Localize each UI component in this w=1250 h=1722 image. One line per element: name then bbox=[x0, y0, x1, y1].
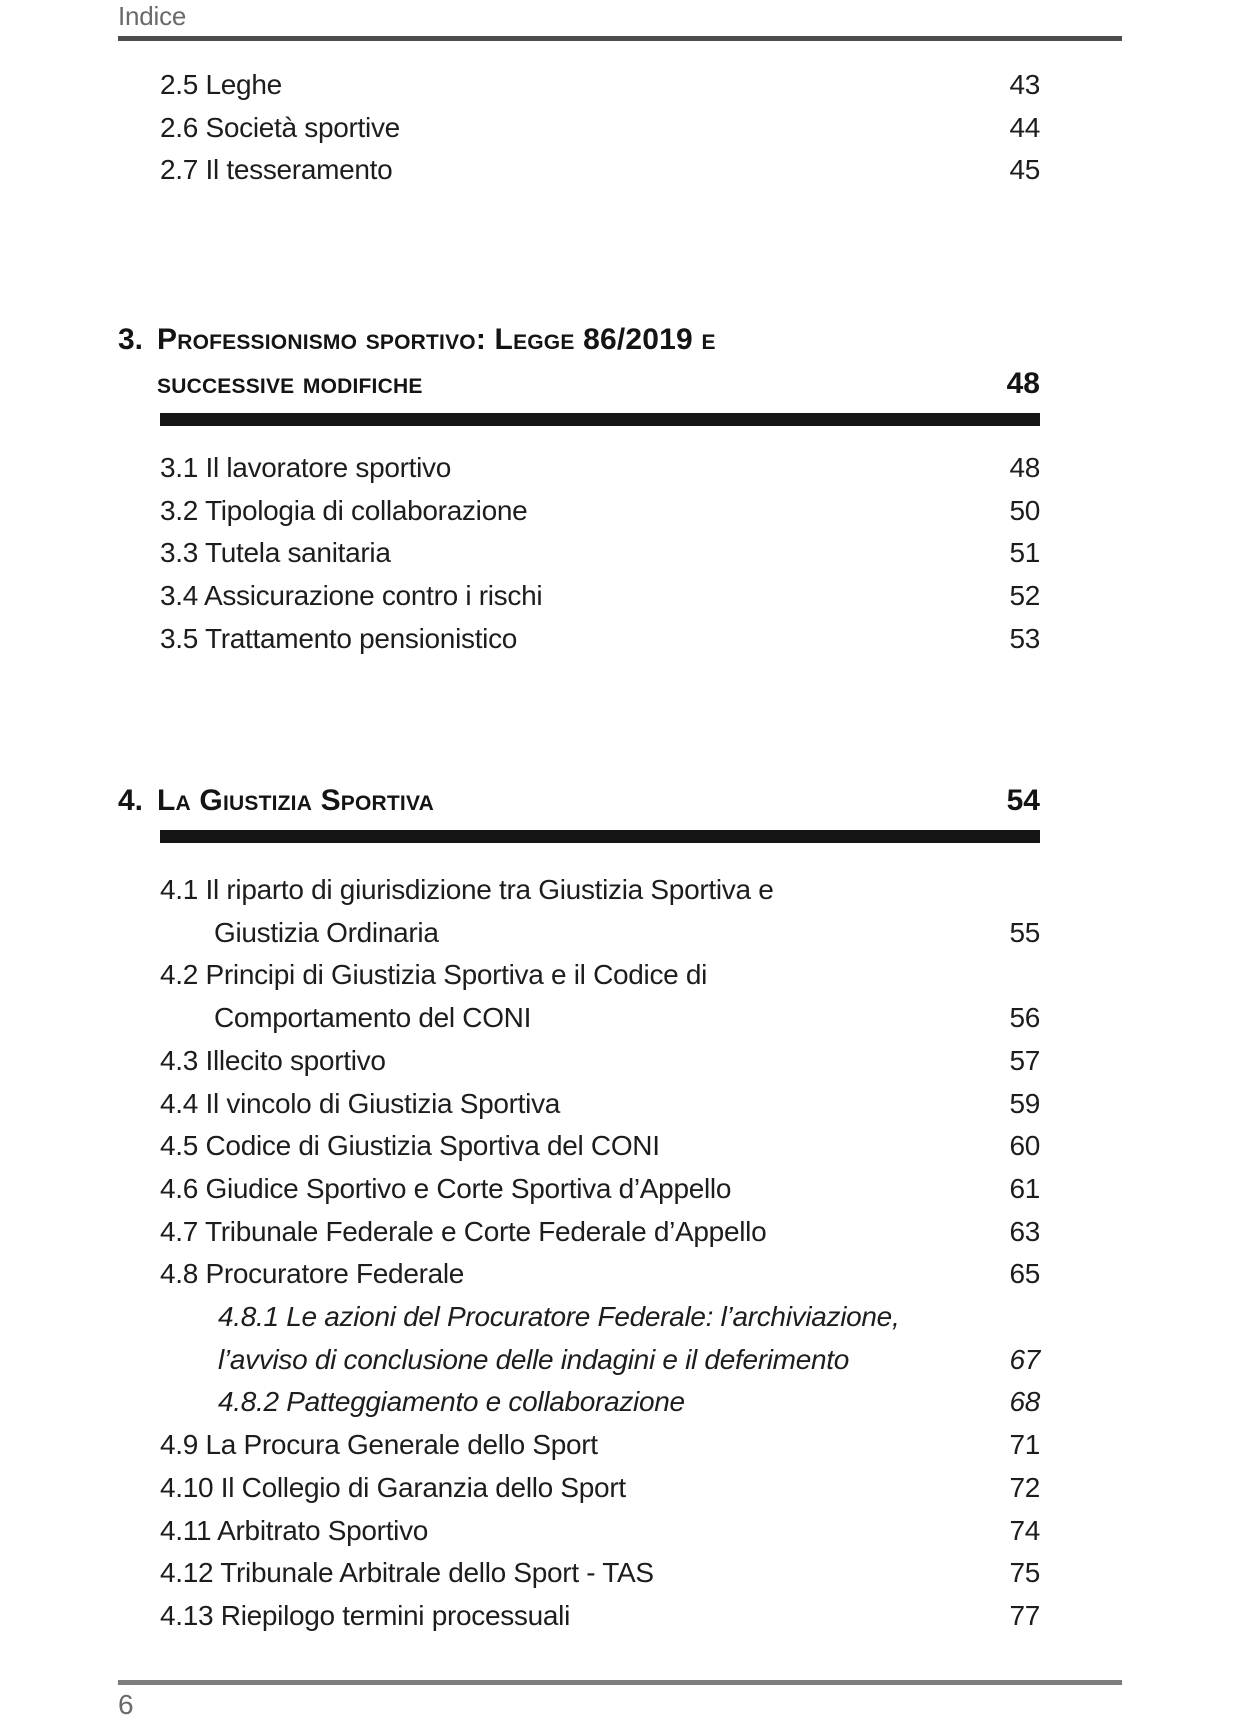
toc-section-heading bbox=[118, 318, 1040, 406]
toc-entry-line: 4.4 Il vincolo di Giustizia Sportiva bbox=[160, 1087, 561, 1119]
footer-rule bbox=[118, 1680, 1122, 1685]
section-rule bbox=[160, 413, 1040, 426]
toc-entry bbox=[118, 1510, 1040, 1553]
toc-section-title bbox=[157, 318, 995, 406]
toc-entry-page-number: 74 bbox=[1009, 1514, 1040, 1546]
section-rule bbox=[160, 830, 1040, 843]
toc-entry bbox=[118, 1296, 1040, 1381]
toc-section-entries bbox=[118, 869, 1040, 1638]
toc-entry-line: 4.5 Codice di Giustizia Sportiva del CONI bbox=[160, 1130, 660, 1162]
toc-entry-page-number: 43 bbox=[1009, 69, 1040, 100]
toc-entry-page-number: 57 bbox=[1009, 1044, 1040, 1076]
page-header-title: Indice bbox=[118, 1, 187, 31]
toc-entry bbox=[118, 1168, 1040, 1211]
toc-entry-lines bbox=[160, 1467, 986, 1510]
toc-entry-page-number: 65 bbox=[1009, 1258, 1040, 1290]
toc-section-heading bbox=[118, 779, 1040, 823]
toc-entry-lines bbox=[160, 1424, 986, 1467]
toc-entry-line: 4.2 Principi di Giustizia Sportiva e il Codice di bbox=[160, 959, 708, 991]
toc-entry-lines bbox=[160, 532, 986, 575]
toc-entry bbox=[118, 1467, 1040, 1510]
toc-section-3 bbox=[118, 318, 1040, 661]
toc-entry-page-number: 60 bbox=[1009, 1130, 1040, 1162]
toc-entry-page-number: 61 bbox=[1009, 1172, 1040, 1204]
footer-page-number: 6 bbox=[118, 1689, 134, 1720]
toc-entry bbox=[118, 1083, 1040, 1126]
toc-entry-line: 4.7 Tribunale Federale e Corte Federale d’Appello bbox=[160, 1215, 767, 1247]
toc-entry-line: 2.6 Società sportive bbox=[160, 111, 400, 143]
toc-entry bbox=[118, 618, 1040, 661]
toc-entry bbox=[118, 107, 1040, 150]
toc-intro-entries bbox=[118, 64, 1040, 192]
toc-entry-line: 4.1 Il riparto di giurisdizione tra Giustizia Sportiva e bbox=[160, 874, 774, 905]
toc-entry-lines bbox=[160, 1211, 986, 1254]
toc-entry-lines bbox=[218, 1296, 986, 1381]
toc-entry-line: 4.8.2 Patteggiamento e collaborazione bbox=[218, 1386, 685, 1418]
toc-section-title-line: successive modifiche bbox=[157, 367, 423, 400]
toc-entry-line: 3.2 Tipologia di collaborazione bbox=[160, 494, 528, 526]
toc-entry-page-number: 68 bbox=[1009, 1386, 1040, 1418]
toc-entry-page-number: 52 bbox=[1009, 580, 1040, 612]
toc-entry-page-number: 71 bbox=[1009, 1429, 1040, 1461]
toc-entry-lines bbox=[160, 954, 986, 1039]
toc-entry-lines bbox=[160, 575, 986, 618]
toc-entry-lines bbox=[160, 869, 986, 954]
toc-entry bbox=[118, 954, 1040, 1039]
toc-entry-lines bbox=[160, 447, 986, 490]
toc-entry-line: 4.8.1 Le azioni del Procuratore Federale: l’archiviazione, bbox=[218, 1301, 900, 1333]
toc-entry-line: 3.3 Tutela sanitaria bbox=[160, 537, 391, 569]
toc-entry-page-number: 44 bbox=[1009, 111, 1040, 143]
toc-entry-page-number: 56 bbox=[1009, 1002, 1040, 1034]
toc-section-title-line: Professionismo sportivo: Legge 86/2019 e bbox=[157, 323, 716, 356]
toc-entry bbox=[118, 1381, 1040, 1424]
toc-entry-line: 4.10 Il Collegio di Garanzia dello Sport bbox=[160, 1471, 626, 1503]
toc-entry bbox=[118, 1595, 1040, 1638]
toc-section-title bbox=[157, 779, 995, 823]
toc-entry-line: 3.1 Il lavoratore sportivo bbox=[160, 452, 452, 483]
toc-entry bbox=[118, 149, 1040, 192]
toc-entry-lines bbox=[160, 1168, 986, 1211]
toc-entry-line: 3.4 Assicurazione contro i rischi bbox=[160, 580, 543, 612]
toc-entry-line: 4.3 Illecito sportivo bbox=[160, 1044, 386, 1076]
toc-entry-lines bbox=[160, 1083, 986, 1126]
toc-entry-lines bbox=[160, 1040, 986, 1083]
toc-entry-page-number: 72 bbox=[1009, 1471, 1040, 1503]
header-rule bbox=[118, 36, 1122, 41]
toc-entry-line: Giustizia Ordinaria bbox=[214, 916, 439, 948]
toc-entry-line: 4.6 Giudice Sportivo e Corte Sportiva d’Appello bbox=[160, 1172, 732, 1204]
toc-section-entries bbox=[118, 447, 1040, 661]
toc-entry-line: Comportamento del CONI bbox=[214, 1002, 532, 1034]
toc-entry-lines bbox=[160, 490, 986, 533]
toc-entry bbox=[118, 869, 1040, 954]
toc-entry bbox=[118, 575, 1040, 618]
toc-entry bbox=[118, 1552, 1040, 1595]
toc-entry bbox=[118, 1125, 1040, 1168]
toc-entry-line: 3.5 Trattamento pensionistico bbox=[160, 622, 518, 654]
toc-section-page-number: 48 bbox=[1006, 367, 1040, 400]
toc-section-number: 3. bbox=[118, 323, 144, 356]
toc-entry-page-number: 48 bbox=[1009, 452, 1040, 483]
toc-entry-lines bbox=[160, 64, 986, 107]
toc-entry bbox=[118, 1424, 1040, 1467]
toc-entry-line: l’avviso di conclusione delle indagini e il deferimento bbox=[218, 1343, 849, 1375]
toc-entry-page-number: 63 bbox=[1009, 1215, 1040, 1247]
toc-entry-page-number: 75 bbox=[1009, 1557, 1040, 1589]
toc-entry-page-number: 59 bbox=[1009, 1087, 1040, 1119]
toc-entry-lines bbox=[160, 1510, 986, 1553]
toc-entry-lines bbox=[160, 1595, 986, 1638]
toc-entry bbox=[118, 490, 1040, 533]
toc-entry-page-number: 45 bbox=[1009, 154, 1040, 186]
toc-entry-page-number: 77 bbox=[1009, 1599, 1040, 1631]
toc-entry-lines bbox=[160, 149, 986, 192]
toc-entry-line: 4.8 Procuratore Federale bbox=[160, 1258, 465, 1290]
toc-entry-page-number: 51 bbox=[1009, 537, 1040, 569]
toc-entry bbox=[118, 447, 1040, 490]
toc-entry bbox=[118, 1040, 1040, 1083]
toc-entry bbox=[118, 64, 1040, 107]
toc-entry-lines bbox=[218, 1381, 986, 1424]
toc-entry-lines bbox=[160, 1125, 986, 1168]
toc-entry bbox=[118, 532, 1040, 575]
toc-section-page-number: 54 bbox=[1006, 784, 1040, 817]
toc-entry-line: 2.7 Il tesseramento bbox=[160, 154, 393, 186]
toc-section-4 bbox=[118, 779, 1040, 1638]
toc-section-title-line: La Giustizia Sportiva bbox=[157, 784, 434, 817]
toc-entry-page-number: 67 bbox=[1009, 1343, 1040, 1375]
toc-entry-page-number: 50 bbox=[1009, 494, 1040, 526]
toc-entry-lines bbox=[160, 1552, 986, 1595]
toc-entry-line: 4.12 Tribunale Arbitrale dello Sport - TAS bbox=[160, 1557, 654, 1589]
toc-entry bbox=[118, 1253, 1040, 1296]
toc-section-number: 4. bbox=[118, 784, 144, 817]
toc-entry-line: 4.11 Arbitrato Sportivo bbox=[160, 1514, 429, 1546]
toc-entry-lines bbox=[160, 107, 986, 150]
toc-entry-line: 4.9 La Procura Generale dello Sport bbox=[160, 1429, 598, 1461]
toc-entry-lines bbox=[160, 618, 986, 661]
toc-entry-line: 2.5 Leghe bbox=[160, 69, 282, 100]
toc-entry-lines bbox=[160, 1253, 986, 1296]
toc-entry bbox=[118, 1211, 1040, 1254]
toc-entry-page-number: 53 bbox=[1009, 622, 1040, 654]
toc-entry-line: 4.13 Riepilogo termini processuali bbox=[160, 1599, 571, 1631]
toc-entry-page-number: 55 bbox=[1009, 916, 1040, 948]
